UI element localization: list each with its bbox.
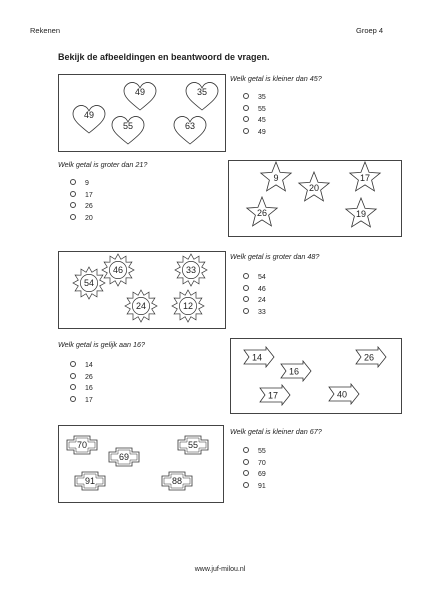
heart-shape [174, 116, 206, 144]
sun-shape [125, 290, 157, 322]
radio-circle-icon[interactable] [243, 459, 249, 465]
answer-options-3 [243, 272, 266, 318]
radio-circle-icon[interactable] [243, 105, 249, 111]
heart-figures [59, 75, 225, 151]
star-shape [299, 172, 329, 201]
sun-shape [172, 290, 204, 322]
cross-shape [178, 436, 208, 454]
cross-number: 69 [118, 452, 130, 462]
sun-number: 46 [112, 265, 124, 275]
question-1: Welk getal is kleiner dan 45? [230, 74, 322, 83]
answer-option[interactable]: 91 [243, 481, 266, 493]
answer-option[interactable]: 17 [70, 190, 93, 202]
answer-option[interactable]: 45 [243, 115, 266, 127]
sun-shape [175, 254, 207, 286]
answer-option[interactable]: 24 [243, 295, 266, 307]
star-number: 19 [355, 209, 367, 219]
star-number: 20 [308, 183, 320, 193]
sun-number: 54 [83, 278, 95, 288]
cross-number: 70 [76, 440, 88, 450]
arrow-number: 17 [267, 390, 279, 401]
cross-figures [59, 426, 223, 502]
answer-option[interactable]: 55 [243, 446, 266, 458]
radio-circle-icon[interactable] [70, 191, 76, 197]
answer-option[interactable]: 9 [70, 178, 93, 190]
arrow-shape [329, 384, 359, 404]
arrow-number: 16 [288, 366, 300, 377]
answer-options-1 [243, 92, 266, 138]
heart-shape [124, 82, 156, 110]
arrow-shape [356, 347, 386, 367]
header-group: Groep 4 [356, 26, 384, 35]
sun-shape [73, 267, 105, 299]
radio-circle-icon[interactable] [243, 482, 249, 488]
figure-box-1 [58, 74, 226, 152]
radio-circle-icon[interactable] [70, 361, 76, 367]
star-number: 26 [256, 208, 268, 218]
answer-options-2 [70, 178, 93, 224]
answer-options-5 [243, 446, 266, 492]
answer-option[interactable]: 35 [243, 92, 266, 104]
heart-number: 63 [184, 121, 196, 131]
answer-option[interactable]: 46 [243, 284, 266, 296]
footer-url[interactable]: www.juf-milou.nl [194, 566, 246, 573]
radio-circle-icon[interactable] [243, 447, 249, 453]
cross-shape [109, 448, 139, 466]
answer-option[interactable]: 55 [243, 104, 266, 116]
heart-number: 49 [134, 87, 146, 97]
heart-number: 49 [83, 110, 95, 120]
radio-circle-icon[interactable] [70, 373, 76, 379]
star-number: 9 [273, 173, 279, 183]
arrow-shape [260, 385, 290, 405]
sun-number: 12 [182, 301, 194, 311]
radio-circle-icon[interactable] [243, 273, 249, 279]
arrow-number: 26 [363, 352, 375, 363]
answer-option[interactable]: 33 [243, 307, 266, 319]
radio-circle-icon[interactable] [243, 93, 249, 99]
answer-option[interactable]: 17 [70, 395, 93, 407]
radio-circle-icon[interactable] [243, 285, 249, 291]
star-shape [346, 198, 376, 227]
radio-circle-icon[interactable] [70, 396, 76, 402]
radio-circle-icon[interactable] [243, 308, 249, 314]
arrow-number: 14 [251, 352, 263, 363]
star-number: 17 [359, 173, 371, 183]
radio-circle-icon[interactable] [70, 179, 76, 185]
heart-shape [73, 105, 105, 133]
star-shape [350, 162, 380, 191]
cross-shape [75, 472, 105, 490]
arrow-shape [244, 347, 274, 367]
answer-option[interactable]: 26 [70, 201, 93, 213]
radio-circle-icon[interactable] [70, 214, 76, 220]
heart-number: 55 [122, 121, 134, 131]
radio-circle-icon[interactable] [243, 128, 249, 134]
answer-option[interactable]: 70 [243, 458, 266, 470]
radio-circle-icon[interactable] [243, 470, 249, 476]
sun-number: 24 [135, 301, 147, 311]
cross-shape [162, 472, 192, 490]
cross-number: 55 [187, 440, 199, 450]
arrow-number: 40 [336, 389, 348, 400]
radio-circle-icon[interactable] [243, 296, 249, 302]
heart-shape [112, 116, 144, 144]
cross-number: 91 [84, 476, 96, 486]
sun-number: 33 [185, 265, 197, 275]
question-4: Welk getal is gelijk aan 16? [58, 340, 145, 349]
arrow-figures [231, 339, 401, 413]
sun-figures [59, 252, 225, 328]
figure-box-4 [230, 338, 402, 414]
header-subject: Rekenen [30, 26, 61, 35]
sun-shape [102, 254, 134, 286]
cross-shape [67, 436, 97, 454]
question-5: Welk getal is kleiner dan 67? [230, 427, 322, 436]
radio-circle-icon[interactable] [70, 384, 76, 390]
heart-number: 35 [196, 87, 208, 97]
cross-number: 88 [171, 476, 183, 486]
arrow-shape [281, 361, 311, 381]
heart-shape [186, 82, 218, 110]
question-2: Welk getal is groter dan 21? [58, 160, 148, 169]
answer-option[interactable]: 49 [243, 127, 266, 139]
answer-option[interactable]: 20 [70, 213, 93, 225]
answer-option[interactable]: 26 [70, 372, 93, 384]
page-title: Bekijk de afbeeldingen en beantwoord de vragen. [58, 52, 270, 62]
star-shape [247, 197, 277, 226]
radio-circle-icon[interactable] [243, 116, 249, 122]
star-figures [229, 161, 401, 236]
figure-box-2 [228, 160, 402, 237]
radio-circle-icon[interactable] [70, 202, 76, 208]
answer-options-4 [70, 360, 93, 406]
answer-option[interactable]: 69 [243, 469, 266, 481]
figure-box-3 [58, 251, 226, 329]
answer-option[interactable]: 16 [70, 383, 93, 395]
star-shape [261, 162, 291, 191]
question-3: Welk getal is groter dan 48? [230, 252, 320, 261]
figure-box-5 [58, 425, 224, 503]
answer-option[interactable]: 14 [70, 360, 93, 372]
answer-option[interactable]: 54 [243, 272, 266, 284]
